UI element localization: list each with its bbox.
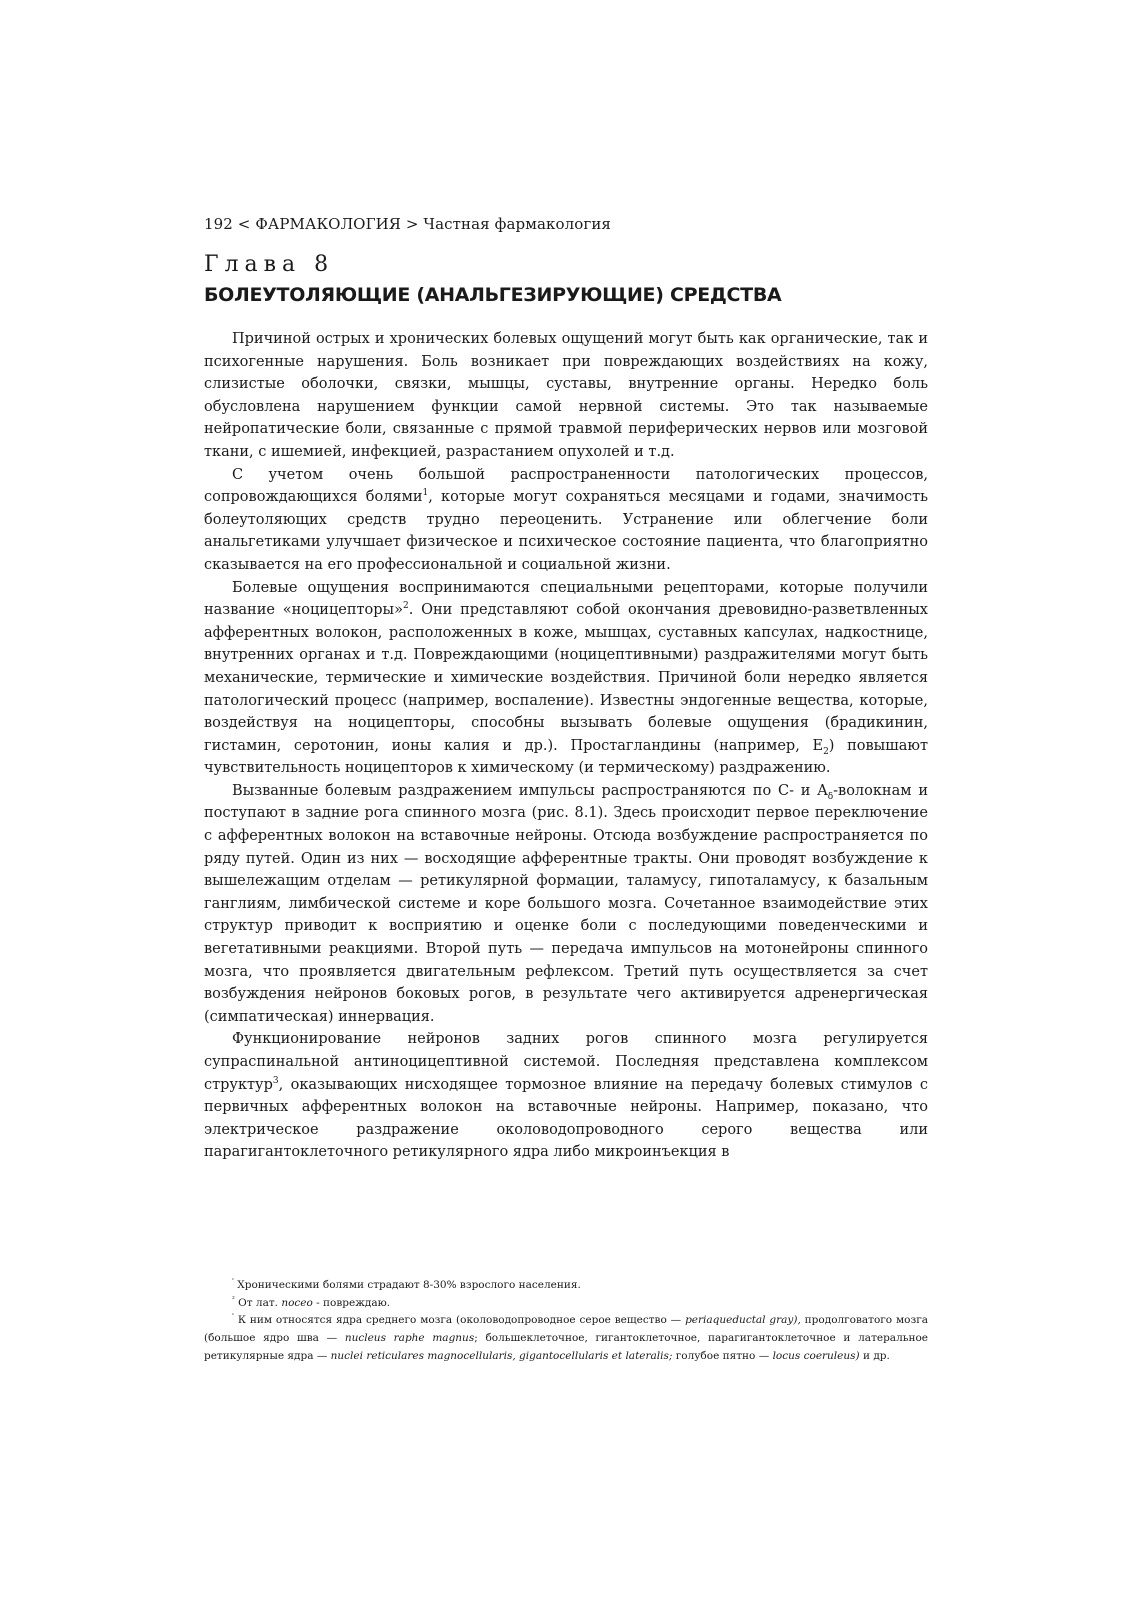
- footnote-2: [204, 1295, 928, 1313]
- footnote-3-term-4: locus coeruleus): [772, 1349, 860, 1362]
- paragraph-2: [204, 464, 928, 577]
- paragraph-3-text-a: Болевые ощущения воспринимаются специальными рецепторами, которые получили название «ноцицепторы»: [204, 579, 928, 619]
- footnote-2-text-a: От лат.: [238, 1296, 282, 1309]
- footnote-3-term-1: periaqueductal gray),: [685, 1314, 801, 1327]
- paragraph-2-text-b: , которые могут сохраняться месяцами и годами, значимость болеутоляющих средств трудно переоценить. Устранение или облегчение боли анальгетиками улучшает физическое и психическое состояние пациента, что благоприятно сказывается на его профессиональной и социальной жизни.: [204, 489, 928, 573]
- footnotes: [204, 1277, 928, 1366]
- paragraph-4-text-a: Вызванные болевым раздражением импульсы распространяются по С- и A: [232, 782, 828, 799]
- running-head: 192 < ФАРМАКОЛОГИЯ > Частная фармакология: [204, 215, 611, 233]
- paragraph-5-text-a: Функционирование нейронов задних рогов спинного мозга регулируется супраспинальной антиноцицептивной системой. Последняя представлена комплексом структур: [204, 1031, 928, 1093]
- chapter-label: Глава 8: [204, 252, 335, 277]
- footnote-ref-3: 3: [272, 1075, 279, 1086]
- chapter-title: БОЛЕУТОЛЯЮЩИЕ (АНАЛЬГЕЗИРУЮЩИЕ) СРЕДСТВА: [204, 284, 782, 306]
- footnote-2-term: noceo: [281, 1296, 313, 1309]
- paragraph-1: Причиной острых и хронических болевых ощущений могут быть как органические, так и психогенные нарушения. Боль возникает при повреждающих воздействиях на кожу, слизистые оболочки, связки, мышцы, суставы, внутренние органы. Нередко боль обусловлена нарушением функции самой нервной системы. Это так называемые нейропатические боли, связанные с прямой травмой периферических нервов или мозговой ткани, с ишемией, инфекцией, разрастанием опухолей и т.д.: [204, 331, 928, 460]
- footnote-3-text-e: и др.: [859, 1349, 890, 1362]
- footnote-1-text: Хроническими болями страдают 8-30% взрослого населения.: [237, 1279, 581, 1291]
- body-text: [204, 328, 928, 1164]
- paragraph-4-text-b: -волокнам и поступают в задние рога спинного мозга (рис. 8.1). Здесь происходит первое переключение с афферентных волокон на вставочные нейроны. Отсюда возбуждение распространяется по ряду путей. Один из них — восходящие афферентные тракты. Они проводят возбуждение к вышележащим отделам — ретикулярной формации, таламусу, гипоталамусу, к базальным ганглиям, лимбической системе и коре большого мозга. Сочетанное взаимодействие этих структур приводит к восприятию и оценке боли с последующими поведенческими и вегетативными реакциями. Второй путь — передача импульсов на мотонейроны спинного мозга, что проявляется двигательным рефлексом. Третий путь осуществляется за счет возбуждения нейронов боковых рогов, в результате чего активируется адренергическая (симпатическая) иннервация.: [204, 782, 928, 1025]
- footnote-3-mark: ': [232, 1312, 234, 1321]
- paragraph-2-text-a: С учетом очень большой распространенности патологических процессов, сопровождающихся болями: [204, 466, 928, 506]
- subscript-2: 2: [823, 746, 829, 757]
- paragraph-4: [204, 780, 928, 1029]
- footnote-2-mark: ²: [232, 1295, 235, 1304]
- footnote-ref-2: 2: [402, 601, 409, 612]
- footnote-3-text-b: продолговатого мозга (большое ядро шва —: [204, 1314, 928, 1345]
- paragraph-3-text-c: ) повышают чувствительность ноцицепторов к химическому (и термическому) раздражению.: [204, 737, 928, 777]
- paragraph-5: [204, 1028, 928, 1164]
- paragraph-3-text-b: . Они представляют собой окончания древовидно-разветвленных афферентных волокон, расположенных в коже, мышцах, суставных капсулах, надкостнице, внутренних органах и т.д. Повреждающими (ноцицептивными) раздражителями могут быть механические, термические и химические воздействия. Причиной боли нередко является патологический процесс (например, воспаление). Известны эндогенные вещества, которые, воздействуя на ноцицепторы, способны вызывать болевые ощущения (брадикинин, гистамин, серотонин, ионы калия и др.). Простагландины (например, E: [204, 602, 928, 754]
- footnote-3-text-d: голубое пятно —: [672, 1349, 773, 1362]
- paragraph-3: [204, 577, 928, 780]
- footnote-ref-1: 1: [422, 488, 429, 499]
- footnote-1-mark: ': [232, 1277, 234, 1286]
- footnote-3-term-3: nuclei reticulares magnocellularis, gigantocellularis et lateralis;: [330, 1349, 673, 1362]
- footnote-3-text-c: ; большеклеточное, гигантоклеточное, парагигантоклеточное и латеральное ретикулярные ядра —: [204, 1332, 928, 1362]
- footnote-3-term-2: nucleus raphe magnus: [344, 1332, 475, 1345]
- footnote-1: [204, 1277, 928, 1295]
- footnote-3-text-a: К ним относятся ядра среднего мозга (околоводопроводное серое вещество —: [237, 1314, 686, 1327]
- footnote-3: [204, 1312, 928, 1365]
- paragraph-5-text-b: , оказывающих нисходящее тормозное влияние на передачу болевых стимулов с первичных афферентных волокон на вставочные нейроны. Например, показано, что электрическое раздражение околоводопроводного серого вещества или парагигантоклеточного ретикулярного ядра либо микроинъекция в: [204, 1076, 928, 1161]
- footnote-2-text-b: - повреждаю.: [312, 1296, 391, 1309]
- subscript-delta: δ: [827, 791, 834, 802]
